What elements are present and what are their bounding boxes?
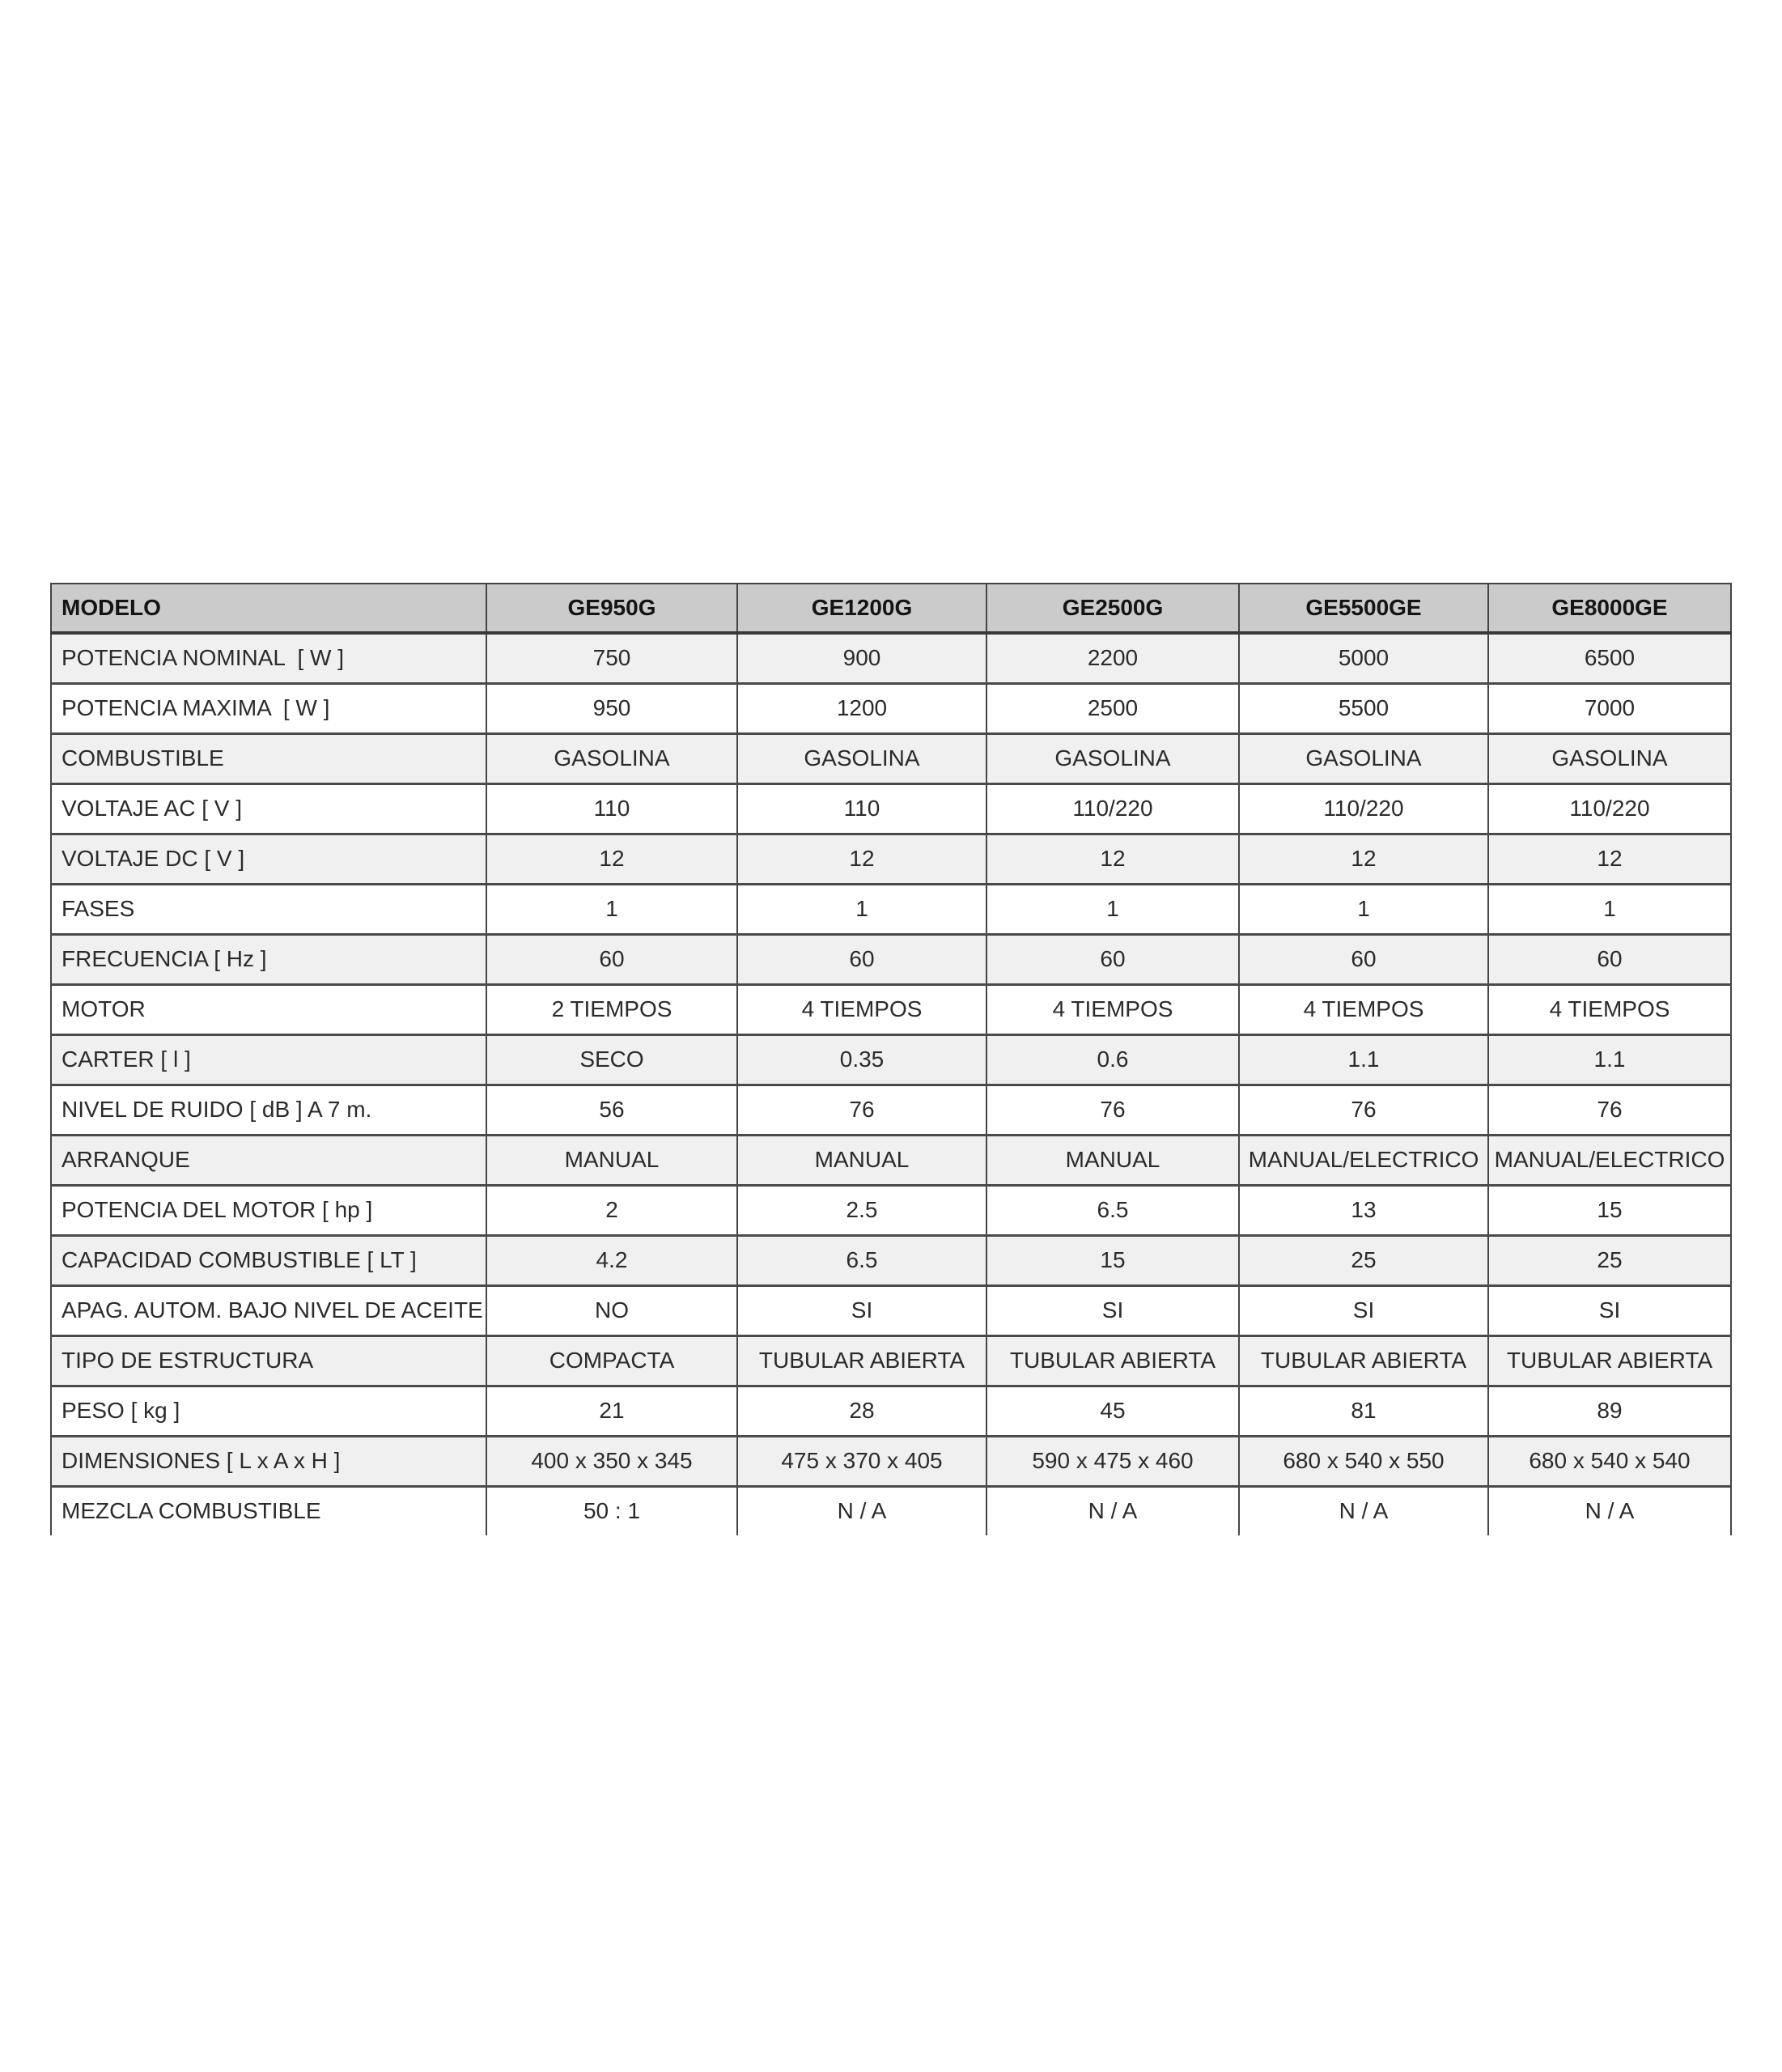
table-row (51, 1286, 1731, 1336)
cell-value: 4 TIEMPOS (986, 985, 1239, 1035)
table-row (51, 784, 1731, 834)
table-row (51, 1035, 1731, 1085)
cell-value: 4 TIEMPOS (737, 985, 986, 1035)
row-label: ARRANQUE (51, 1136, 486, 1186)
cell-value: 110/220 (986, 784, 1239, 834)
cell-value: 1 (737, 885, 986, 935)
cell-value: 5500 (1239, 684, 1488, 734)
cell-value: 590 x 475 x 460 (986, 1437, 1239, 1487)
row-label: PESO [ kg ] (51, 1386, 486, 1437)
row-label: APAG. AUTOM. BAJO NIVEL DE ACEITE (51, 1286, 486, 1336)
cell-value: TUBULAR ABIERTA (1239, 1336, 1488, 1386)
cell-value: MANUAL/ELECTRICO (1488, 1136, 1731, 1186)
header-model-ge2500g: GE2500G (986, 584, 1239, 633)
generator-spec-table (50, 583, 1732, 1535)
cell-value: 2 (486, 1186, 737, 1236)
cell-value: 12 (737, 834, 986, 885)
cell-value: 0.35 (737, 1035, 986, 1085)
cell-value: MANUAL/ELECTRICO (1239, 1136, 1488, 1186)
cell-value: N / A (1488, 1487, 1731, 1536)
row-label: POTENCIA NOMINAL [ W ] (51, 633, 486, 684)
header-model-ge5500ge: GE5500GE (1239, 584, 1488, 633)
table-row (51, 885, 1731, 935)
cell-value: 25 (1488, 1236, 1731, 1286)
cell-value: 50 : 1 (486, 1487, 737, 1536)
cell-value: N / A (986, 1487, 1239, 1536)
cell-value: 110/220 (1488, 784, 1731, 834)
table-row (51, 1236, 1731, 1286)
table-row (51, 1085, 1731, 1136)
table-row (51, 985, 1731, 1035)
table-row (51, 734, 1731, 784)
cell-value: 1 (486, 885, 737, 935)
cell-value: 89 (1488, 1386, 1731, 1437)
cell-value: 6.5 (737, 1236, 986, 1286)
cell-value: N / A (737, 1487, 986, 1536)
cell-value: 60 (486, 935, 737, 985)
cell-value: N / A (1239, 1487, 1488, 1536)
cell-value: 7000 (1488, 684, 1731, 734)
cell-value: 2 TIEMPOS (486, 985, 737, 1035)
cell-value: 76 (1488, 1085, 1731, 1136)
cell-value: 21 (486, 1386, 737, 1437)
cell-value: 1 (986, 885, 1239, 935)
cell-value: 60 (1239, 935, 1488, 985)
row-label: TIPO DE ESTRUCTURA (51, 1336, 486, 1386)
row-label: FRECUENCIA [ Hz ] (51, 935, 486, 985)
cell-value: 2500 (986, 684, 1239, 734)
table-row (51, 1336, 1731, 1386)
cell-value: 4.2 (486, 1236, 737, 1286)
cell-value: GASOLINA (986, 734, 1239, 784)
cell-value: 60 (986, 935, 1239, 985)
table-row (51, 1186, 1731, 1236)
cell-value: 5000 (1239, 633, 1488, 684)
cell-value: 680 x 540 x 550 (1239, 1437, 1488, 1487)
cell-value: TUBULAR ABIERTA (1488, 1336, 1731, 1386)
table-row (51, 1386, 1731, 1437)
header-model-ge8000ge: GE8000GE (1488, 584, 1731, 633)
cell-value: 12 (486, 834, 737, 885)
cell-value: GASOLINA (1239, 734, 1488, 784)
cell-value: 28 (737, 1386, 986, 1437)
cell-value: GASOLINA (737, 734, 986, 784)
cell-value: 25 (1239, 1236, 1488, 1286)
header-modelo: MODELO (51, 584, 486, 633)
cell-value: 2200 (986, 633, 1239, 684)
cell-value: 110/220 (1239, 784, 1488, 834)
table-row (51, 684, 1731, 734)
cell-value: 4 TIEMPOS (1488, 985, 1731, 1035)
cell-value: 15 (986, 1236, 1239, 1286)
cell-value: 400 x 350 x 345 (486, 1437, 737, 1487)
cell-value: 475 x 370 x 405 (737, 1437, 986, 1487)
row-label: VOLTAJE DC [ V ] (51, 834, 486, 885)
cell-value: 1 (1239, 885, 1488, 935)
cell-value: 12 (1239, 834, 1488, 885)
cell-value: 2.5 (737, 1186, 986, 1236)
cell-value: SECO (486, 1035, 737, 1085)
cell-value: TUBULAR ABIERTA (986, 1336, 1239, 1386)
cell-value: MANUAL (737, 1136, 986, 1186)
cell-value: GASOLINA (486, 734, 737, 784)
cell-value: 4 TIEMPOS (1239, 985, 1488, 1035)
cell-value: 12 (1488, 834, 1731, 885)
table-row (51, 1437, 1731, 1487)
cell-value: GASOLINA (1488, 734, 1731, 784)
cell-value: 81 (1239, 1386, 1488, 1437)
cell-value: 6.5 (986, 1186, 1239, 1236)
table-row (51, 1136, 1731, 1186)
row-label: VOLTAJE AC [ V ] (51, 784, 486, 834)
row-label: POTENCIA DEL MOTOR [ hp ] (51, 1186, 486, 1236)
cell-value: 110 (737, 784, 986, 834)
cell-value: 12 (986, 834, 1239, 885)
table-row (51, 1487, 1731, 1536)
cell-value: 13 (1239, 1186, 1488, 1236)
cell-value: NO (486, 1286, 737, 1336)
header-row (51, 584, 1731, 633)
header-model-ge1200g: GE1200G (737, 584, 986, 633)
cell-value: SI (1239, 1286, 1488, 1336)
table-row (51, 935, 1731, 985)
cell-value: 6500 (1488, 633, 1731, 684)
row-label: DIMENSIONES [ L x A x H ] (51, 1437, 486, 1487)
cell-value: 56 (486, 1085, 737, 1136)
row-label: MOTOR (51, 985, 486, 1035)
cell-value: 15 (1488, 1186, 1731, 1236)
header-model-ge950g: GE950G (486, 584, 737, 633)
cell-value: 900 (737, 633, 986, 684)
cell-value: 950 (486, 684, 737, 734)
cell-value: SI (1488, 1286, 1731, 1336)
cell-value: 1.1 (1488, 1035, 1731, 1085)
cell-value: TUBULAR ABIERTA (737, 1336, 986, 1386)
cell-value: 750 (486, 633, 737, 684)
cell-value: 60 (737, 935, 986, 985)
row-label: POTENCIA MAXIMA [ W ] (51, 684, 486, 734)
cell-value: COMPACTA (486, 1336, 737, 1386)
cell-value: 60 (1488, 935, 1731, 985)
cell-value: 1 (1488, 885, 1731, 935)
row-label: NIVEL DE RUIDO [ dB ] A 7 m. (51, 1085, 486, 1136)
table-row (51, 633, 1731, 684)
row-label: CARTER [ l ] (51, 1035, 486, 1085)
cell-value: 680 x 540 x 540 (1488, 1437, 1731, 1487)
cell-value: 110 (486, 784, 737, 834)
cell-value: SI (986, 1286, 1239, 1336)
cell-value: SI (737, 1286, 986, 1336)
cell-value: 1.1 (1239, 1035, 1488, 1085)
cell-value: 1200 (737, 684, 986, 734)
cell-value: 76 (737, 1085, 986, 1136)
cell-value: MANUAL (986, 1136, 1239, 1186)
row-label: MEZCLA COMBUSTIBLE (51, 1487, 486, 1536)
table-row (51, 834, 1731, 885)
cell-value: 76 (1239, 1085, 1488, 1136)
cell-value: 45 (986, 1386, 1239, 1437)
row-label: CAPACIDAD COMBUSTIBLE [ LT ] (51, 1236, 486, 1286)
cell-value: 0.6 (986, 1035, 1239, 1085)
row-label: FASES (51, 885, 486, 935)
cell-value: 76 (986, 1085, 1239, 1136)
row-label: COMBUSTIBLE (51, 734, 486, 784)
cell-value: MANUAL (486, 1136, 737, 1186)
